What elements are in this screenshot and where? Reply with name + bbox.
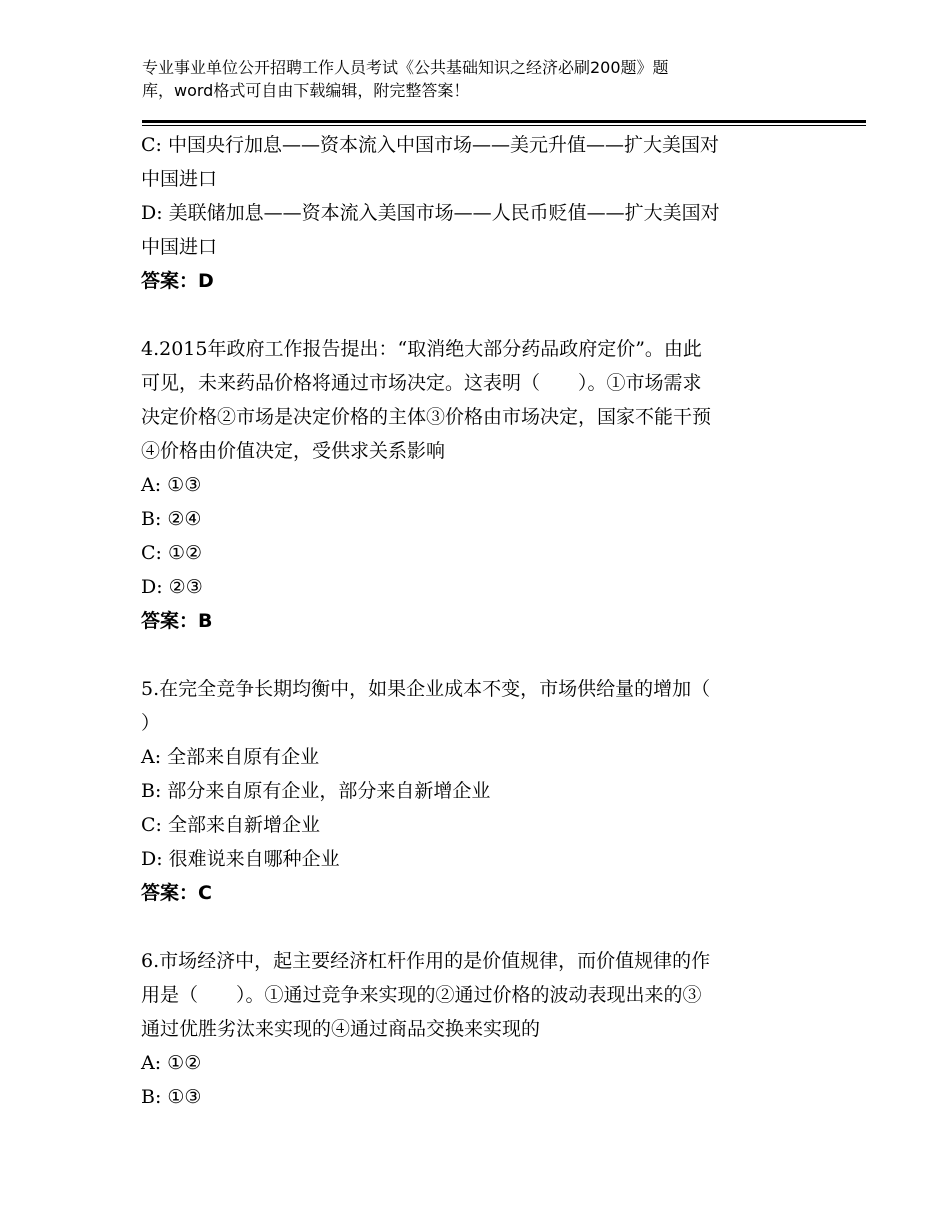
option-a: A: ①③: [141, 474, 202, 496]
question-6: [141, 944, 831, 1114]
option-b: B: 部分来自原有企业，部分来自新增企业: [141, 780, 491, 802]
question-text: 6.市场经济中，起主要经济杠杆作用的是价值规律，而价值规律的作: [141, 950, 711, 972]
answer: 答案：B: [141, 610, 213, 632]
option-c: C: ①②: [141, 542, 203, 564]
option-a: A: 全部来自原有企业: [141, 746, 320, 768]
spacer: [141, 638, 831, 672]
header-rule-thick: [142, 120, 866, 123]
option-a: A: ①②: [141, 1052, 202, 1074]
option-d: D: 很难说来自哪种企业: [141, 848, 340, 870]
answer: 答案：C: [141, 882, 212, 904]
document-body: [141, 128, 831, 1114]
question-text: 可见，未来药品价格将通过市场决定。这表明（ ）。①市场需求: [141, 372, 702, 394]
header-line-1: 专业事业单位公开招聘工作人员考试《公共基础知识之经济必刷200题》题: [142, 58, 669, 77]
header-rule-thin: [142, 125, 866, 126]
question-text: 通过优胜劣汰来实现的④通过商品交换来实现的: [141, 1018, 541, 1040]
question-text: 用是（ ）。①通过竞争来实现的②通过价格的波动表现出来的③: [141, 984, 702, 1006]
option-c: C: 中国央行加息——资本流入中国市场——美元升值——扩大美国对: [141, 134, 719, 156]
question-text: ）: [141, 712, 161, 734]
question-text: 决定价格②市场是决定价格的主体③价格由市场决定，国家不能干预: [141, 406, 712, 428]
header-line-2: 库，word格式可自由下载编辑，附完整答案！: [142, 81, 470, 100]
spacer: [141, 910, 831, 944]
question-text: ④价格由价值决定，受供求关系影响: [141, 440, 446, 462]
spacer: [141, 298, 831, 332]
option-b: B: ②④: [141, 508, 202, 530]
question-3: [141, 128, 831, 298]
document-header: [142, 56, 782, 102]
question-5: [141, 672, 831, 910]
question-text: 5.在完全竞争长期均衡中，如果企业成本不变，市场供给量的增加（: [141, 678, 711, 700]
option-c-continued: 中国进口: [141, 168, 218, 190]
option-d: D: 美联储加息——资本流入美国市场——人民币贬值——扩大美国对: [141, 202, 720, 224]
question-text: 4.2015年政府工作报告提出：“取消绝大部分药品政府定价”。由此: [141, 338, 702, 360]
answer: 答案：D: [141, 270, 214, 292]
option-c: C: 全部来自新增企业: [141, 814, 320, 836]
question-4: [141, 332, 831, 638]
option-d-continued: 中国进口: [141, 236, 218, 258]
option-b: B: ①③: [141, 1086, 202, 1108]
option-d: D: ②③: [141, 576, 203, 598]
